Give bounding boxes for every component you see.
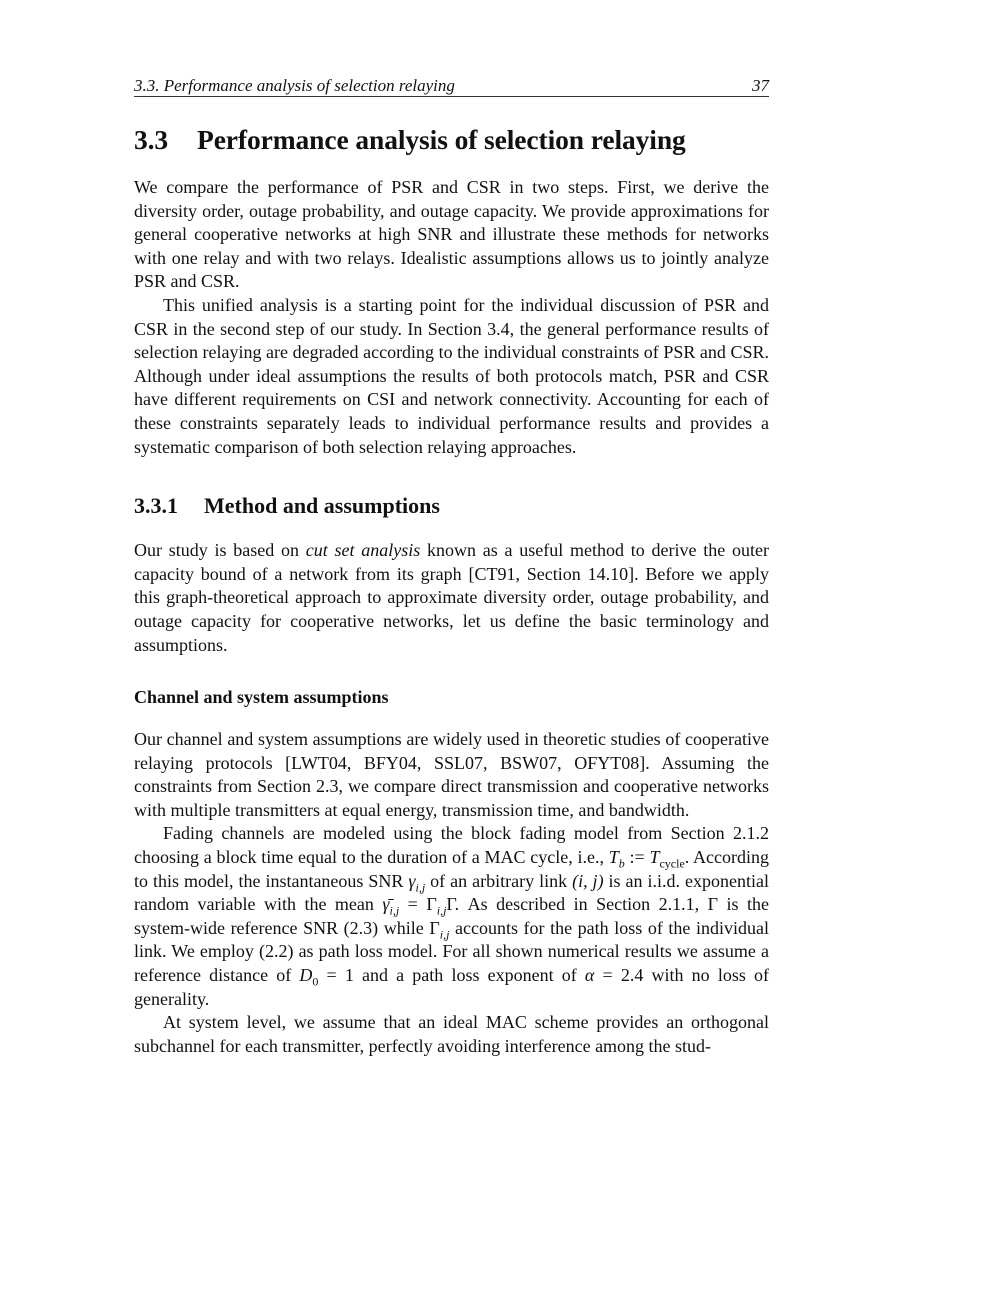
running-head xyxy=(134,70,769,97)
channel-paragraph-2 xyxy=(134,822,769,1011)
math-sub: i,j xyxy=(415,880,426,895)
section-number: 3.3 xyxy=(134,124,169,155)
text-run: Our study is based on xyxy=(134,540,306,561)
text-run: = 2.4 with no loss of generality. xyxy=(134,965,769,1009)
math-gamma: γ xyxy=(408,870,416,891)
text-run: of an arbitrary link xyxy=(425,870,573,891)
math-sub: cycle xyxy=(659,856,685,871)
math-D: D xyxy=(299,965,313,986)
math-T: T xyxy=(608,847,619,868)
text-run: known as a useful method to derive the outer capacity bound of a network from its graph [CT91, Section 14.10]. Before we apply this graph-theoretical approach to approximate diversity order, outage probability, and outage capacity for cooperative networks, let us define the basic terminology and assumptions. xyxy=(134,540,769,655)
math-link: (i, j) xyxy=(572,870,604,891)
text-run: is an i.i.d. exponential random variable with the mean xyxy=(134,870,769,915)
math-sub: i,j xyxy=(439,927,450,942)
math-sub: i,j xyxy=(389,903,400,918)
section-heading xyxy=(134,123,769,157)
math-sub: i,j xyxy=(436,903,447,918)
text-run: . According to this model, the instantaneous SNR xyxy=(134,847,770,891)
subsection-number: 3.3.1 xyxy=(134,493,178,519)
subsection-heading xyxy=(134,492,769,520)
section-paragraph-2: This unified analysis is a starting point for the individual discussion of PSR and CSR in the second step of our study. In Section 3.4, the general performance results of selection relaying are degraded according to the individual constraints of PSR and CSR. Although under ideal assumptions the results of both protocols match, PSR and CSR have different requirements on CSI and network connectivity. Accounting for each of these constraints separately leads to individual performance results and provides a systematic comparison of both selection relaying approaches. xyxy=(134,294,769,457)
math-gamma-bar: γ̄ xyxy=(382,894,390,915)
text-run: accounts for the path loss of the individual link. We employ (2.2) as path loss model. For all shown numerical results we assume a reference distance of xyxy=(134,917,769,986)
channel-paragraph-3: At system level, we assume that an ideal MAC scheme provides an orthogonal subchannel for each transmitter, perfectly avoiding interference among the stud- xyxy=(134,1012,769,1056)
math-assign: := xyxy=(624,847,650,868)
text-run: Γ. As described in Section 2.1.1, Γ is the system-wide reference SNR (2.3) while Γ xyxy=(134,894,769,938)
section-paragraph-1: We compare the performance of PSR and CSR in two steps. First, we derive the diversity order, outage probability, and outage capacity. We provide approximations for general cooperative networks at high SNR and illustrate these methods for networks with one relay and with two relays. Idealistic assumptions allows us to jointly analyze PSR and CSR. xyxy=(134,177,769,292)
math-equals-gamma: = Γ xyxy=(399,894,437,915)
text-run: Fading channels are modeled using the block fading model from Section 2.1.2 choosing a block time equal to the duration of a MAC cycle, i.e., xyxy=(134,823,769,868)
section-title: Performance analysis of selection relaying xyxy=(197,124,686,155)
math-alpha: α xyxy=(584,965,595,986)
math-T: T xyxy=(649,847,660,868)
text-run: = 1 and a path loss exponent of xyxy=(318,965,585,986)
subsubsection-heading: Channel and system assumptions xyxy=(134,687,389,708)
math-sub: b xyxy=(618,856,625,871)
math-sub: 0 xyxy=(312,974,319,989)
running-head-title: 3.3. Performance analysis of selection relaying xyxy=(134,76,455,95)
subsection-title: Method and assumptions xyxy=(204,493,440,519)
channel-paragraph-1: Our channel and system assumptions are widely used in theoretic studies of cooperative relaying protocols [LWT04, BFY04, SSL07, BSW07, OFYT08]. Assuming the constraints from Section 2.3, we compare direct transmission and cooperative networks with multiple transmitters at equal energy, transmission time, and bandwidth. xyxy=(134,729,769,820)
page-number: 37 xyxy=(752,76,769,95)
emphasis-cut-set-analysis: cut set analysis xyxy=(305,540,421,561)
page xyxy=(134,70,769,1058)
subsection-paragraph-1 xyxy=(134,539,769,657)
